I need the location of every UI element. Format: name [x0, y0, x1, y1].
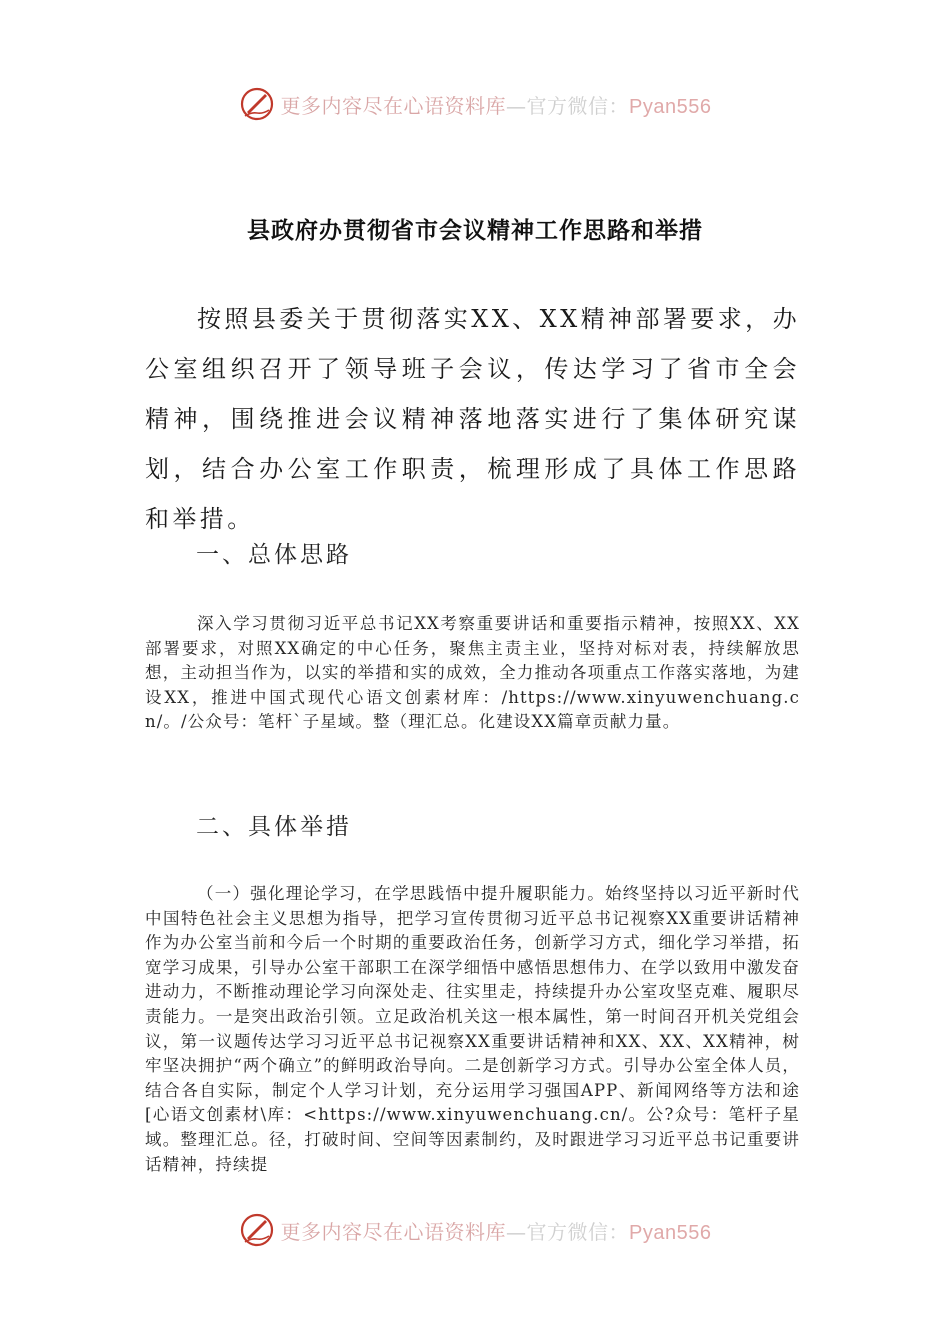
watermark-wechat-id: Pyan556 — [629, 1221, 712, 1244]
pen-logo-icon — [239, 86, 275, 122]
watermark-group — [239, 86, 712, 122]
watermark-main-text: 更多内容尽在心语资料库 — [280, 93, 507, 118]
footer-watermark — [0, 1208, 950, 1252]
watermark-wechat-label: 官方微信： — [526, 93, 630, 118]
section-heading-specific-measures: 二、具体举措 — [196, 814, 352, 840]
document-title: 县政府办贯彻省市会议精神工作思路和举措 — [247, 217, 703, 244]
watermark-wechat-id: Pyan556 — [629, 95, 712, 118]
section-body-specific-measures: （一）强化理论学习，在学思践悟中提升履职能力。始终坚持以习近平新时代中国特色社会主义思想为指导，把学习宣传贯彻习近平总书记视察XX重要讲话精神作为办公室当前和今后一个时期的重要政治任务，创新学习方式，细化学习举措，拓宽学习成果，引导办公室干部职工在深学细悟中感悟思想伟力、在学以致用中激发奋进动力，不断推动理论学习向深处走、往实里走，持续提升办公室攻坚克难、履职尽责能力。一是突出政治引领。立足政治机关这一根本属性，第一时间召开机关党组会议，第一议题传达学习习近平总书记视察XX重要讲话精神和XX、XX、XX精神，树牢坚决拥护“两个确立”的鲜明政治导向。二是创新学习方式。引导办公室全体人员，结合各自实际，制定个人学习计划，充分运用学习强国APP、新闻网络等方法和途[心语文创素材\库：<https://www.xinyuwenchuang.cn/。公?众号：笔杆子星域。整理汇总。径，打破时间、空间等因素制约，及时跟进学习习近平总书记重要讲话精神，持续提 — [145, 884, 800, 1174]
watermark-separator: — — [506, 93, 527, 118]
header-watermark — [0, 82, 950, 126]
watermark-text — [281, 90, 712, 119]
section-heading-overall-approach: 一、总体思路 — [196, 542, 352, 568]
watermark-wechat-label: 官方微信： — [526, 1219, 630, 1244]
section-body-overall-approach: 深入学习贯彻习近平总书记XX考察重要讲话和重要指示精神，按照XX、XX部署要求，对照XX确定的中心任务，聚焦主责主业，坚持对标对表，持续解放思想，主动担当作为，以实的举措和实的成效，全力推动各项重点工作落实落地，为建设XX，推进中国式现代心语文创素材库：/https://www.xinyuwenchuang.cn/。/公众号：笔杆`子星域。整（理汇总。化建设XX篇章贡献力量。 — [145, 614, 800, 732]
watermark-group — [239, 1212, 712, 1248]
watermark-main-text: 更多内容尽在心语资料库 — [280, 1219, 507, 1244]
pen-logo-icon — [239, 1212, 275, 1248]
intro-paragraph: 按照县委关于贯彻落实XX、XX精神部署要求，办公室组织召开了领导班子会议，传达学习了省市全会精神，围绕推进会议精神落地落实进行了集体研究谋划，结合办公室工作职责，梳理形成了具体工作思路和举措。 — [145, 305, 800, 533]
watermark-separator: — — [506, 1219, 527, 1244]
watermark-text — [281, 1216, 712, 1245]
